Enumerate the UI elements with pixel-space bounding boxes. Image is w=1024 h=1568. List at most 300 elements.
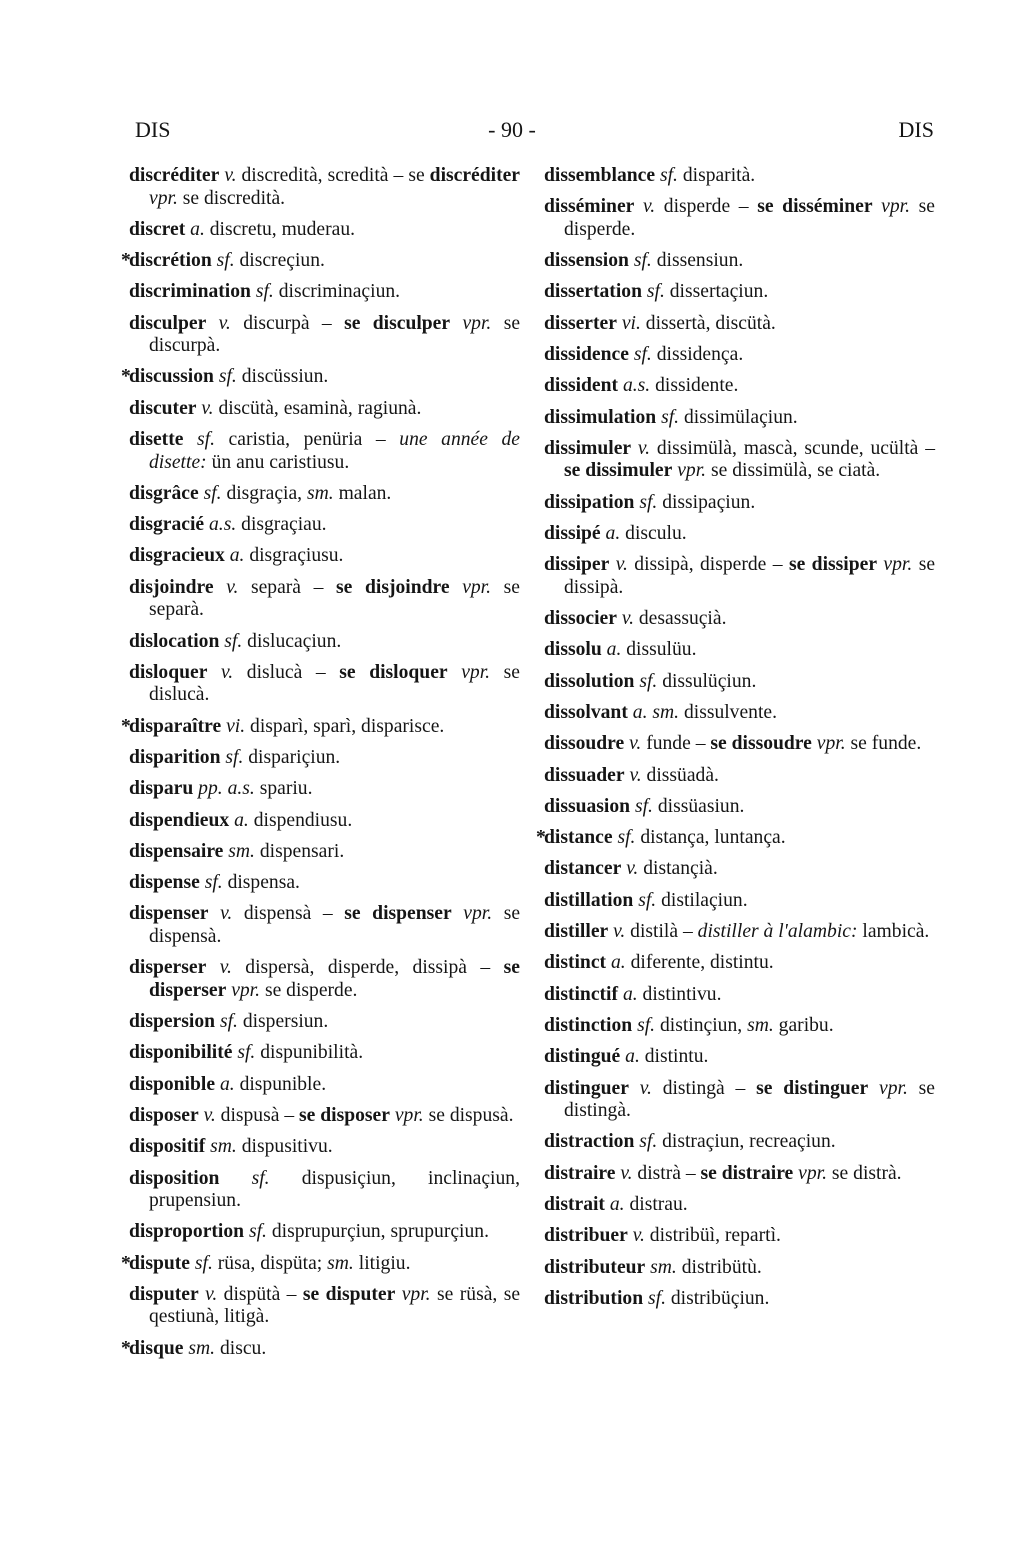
asterisk-marker: * xyxy=(121,366,131,388)
definition: dispariçiun. xyxy=(248,746,341,768)
definition: distingà – xyxy=(662,1077,757,1099)
headword: disque xyxy=(129,1337,184,1359)
headword: disponible xyxy=(129,1073,216,1095)
headword: disponibilité xyxy=(129,1042,233,1064)
part-of-speech: a. sm. xyxy=(632,701,680,723)
headword: discussion xyxy=(129,366,214,388)
part-of-speech: sf. xyxy=(633,343,652,365)
definition: disgraçia, xyxy=(226,482,307,504)
headword: disposer xyxy=(129,1104,199,1126)
dictionary-entry xyxy=(544,491,935,515)
headword: distinction xyxy=(544,1014,633,1036)
dictionary-entry xyxy=(129,746,520,770)
definition: disparì, sparì, disparisce. xyxy=(250,715,445,737)
headword: distinguer xyxy=(544,1077,629,1099)
headword: distraction xyxy=(544,1131,635,1153)
headword: dislocation xyxy=(129,630,220,652)
definition: se dissimülà, se ciatà. xyxy=(710,460,881,482)
headword: distiller xyxy=(544,921,609,943)
right-column xyxy=(536,165,936,1319)
headword: dispenser xyxy=(129,903,209,925)
dictionary-entry xyxy=(121,1252,520,1276)
definition: dispusà – xyxy=(220,1104,300,1126)
headword: dissemblance xyxy=(544,165,656,186)
part-of-speech: a. xyxy=(625,1046,640,1068)
part-of-speech: vpr. xyxy=(401,1283,431,1305)
definition: dissipaçiun. xyxy=(662,491,756,513)
definition: se discredità. xyxy=(182,187,286,209)
part-of-speech: v. xyxy=(219,957,232,979)
headword: disette xyxy=(129,429,184,451)
part-of-speech: sf. xyxy=(197,429,215,451)
definition: dissertaçiun. xyxy=(669,281,769,303)
definition: disprupurçiun, sprupurçiun. xyxy=(271,1221,489,1243)
definition: distançià. xyxy=(643,858,718,880)
headword: distribuer xyxy=(544,1225,628,1247)
definition: dispusitivu. xyxy=(241,1136,333,1158)
dictionary-entry xyxy=(129,778,520,801)
part-of-speech: sf. xyxy=(237,1042,256,1064)
dictionary-entry xyxy=(544,670,935,694)
definition: discredità, scredità – se xyxy=(241,165,430,186)
definition: se distingà. xyxy=(564,1077,935,1122)
headword: disgrâce xyxy=(129,482,199,504)
part-of-speech: a. xyxy=(234,809,249,831)
definition: malan. xyxy=(338,482,392,504)
part-of-speech: sm. xyxy=(327,1252,354,1274)
reflexive-headword: se distraire xyxy=(700,1162,794,1184)
dictionary-entry xyxy=(121,250,520,273)
definition: distinçiun, xyxy=(659,1014,748,1036)
reflexive-headword: se disperser xyxy=(149,957,520,1001)
part-of-speech: vpr. xyxy=(462,312,492,334)
definition: dissensiun. xyxy=(656,250,744,272)
definition: discütà, esaminà, ragiunà. xyxy=(218,397,422,419)
definition: disperde – xyxy=(663,196,758,218)
headword: dissoudre xyxy=(544,733,625,755)
headword: distancer xyxy=(544,858,622,880)
dictionary-entry xyxy=(544,1046,935,1069)
headword: distillation xyxy=(544,889,634,911)
headword: dissident xyxy=(544,375,619,397)
dictionary-entry xyxy=(129,1167,520,1213)
part-of-speech: v. xyxy=(218,312,231,334)
dictionary-entry xyxy=(544,1287,935,1311)
dictionary-entry xyxy=(544,1225,935,1248)
definition: disparità. xyxy=(682,165,756,186)
dictionary-entry xyxy=(544,522,935,546)
part-of-speech: vpr. xyxy=(677,460,707,482)
definition: se separà. xyxy=(149,576,520,621)
dictionary-entry xyxy=(544,1131,935,1154)
headword: distrait xyxy=(544,1193,605,1215)
reflexive-headword: se disloquer xyxy=(339,661,448,683)
headword: discrimination xyxy=(129,281,251,303)
headword: disproportion xyxy=(129,1221,245,1243)
part-of-speech: sm. xyxy=(650,1256,677,1278)
headword: dispositif xyxy=(129,1136,206,1158)
part-of-speech: sf. xyxy=(648,1287,666,1309)
part-of-speech: vpr. xyxy=(816,733,846,755)
headword: disparaître xyxy=(129,715,222,737)
definition: discretu, muderau. xyxy=(209,218,356,240)
headword: distinctif xyxy=(544,983,619,1005)
dictionary-entry xyxy=(129,957,520,1002)
dictionary-entry xyxy=(544,889,935,913)
definition: disgraçiau. xyxy=(241,514,327,536)
part-of-speech: vpr. xyxy=(879,1077,908,1099)
definition: se dispensà. xyxy=(149,903,521,947)
definition: se disperde. xyxy=(264,979,358,1001)
reflexive-headword: se dispenser xyxy=(344,903,452,925)
headword: disculper xyxy=(129,312,207,334)
headword: distribution xyxy=(544,1287,644,1309)
headword: distributeur xyxy=(544,1256,646,1278)
definition: dissulüu. xyxy=(626,639,697,661)
dictionary-entry xyxy=(544,343,935,367)
dictionary-entry xyxy=(544,921,935,944)
headword: disloquer xyxy=(129,661,208,683)
headword: dissertation xyxy=(544,281,642,303)
definition: se distrà. xyxy=(831,1162,902,1184)
reflexive-headword: se dissoudre xyxy=(710,733,812,755)
dictionary-entry xyxy=(544,406,935,430)
dictionary-entry xyxy=(121,1337,520,1361)
headword: dissolution xyxy=(544,670,635,692)
definition: dissipà, disperde – xyxy=(634,554,789,576)
part-of-speech: sf. xyxy=(646,281,665,303)
headword: dispendieux xyxy=(129,809,230,831)
part-of-speech: v. xyxy=(201,397,214,419)
part-of-speech: sf. xyxy=(639,670,658,692)
reflexive-headword: se disputer xyxy=(302,1283,396,1305)
headword: discrétion xyxy=(129,250,212,272)
part-of-speech: v. xyxy=(224,165,237,186)
dictionary-entry xyxy=(544,764,935,788)
part-of-speech: v. xyxy=(615,554,628,576)
part-of-speech: a. xyxy=(219,1073,235,1095)
headword: disgracié xyxy=(129,514,205,536)
definition: discreçiun. xyxy=(239,250,325,272)
definition: litigiu. xyxy=(358,1252,411,1274)
headword: dissuader xyxy=(544,764,625,786)
part-of-speech: sf. xyxy=(639,491,658,513)
headword: dispense xyxy=(129,872,200,894)
dictionary-entry xyxy=(129,1073,520,1097)
part-of-speech: v. xyxy=(205,1283,218,1305)
definition: discu. xyxy=(219,1337,267,1359)
left-column xyxy=(121,165,521,1369)
part-of-speech: sf. xyxy=(251,1167,270,1189)
definition: dispersà, disperde, dissipà – xyxy=(245,957,504,979)
reflexive-headword: se disposer xyxy=(299,1104,390,1126)
definition: desassuçià. xyxy=(638,608,727,630)
part-of-speech: a.s. xyxy=(209,514,237,536)
part-of-speech: vpr. xyxy=(231,979,261,1001)
part-of-speech: a. xyxy=(622,983,638,1005)
definition: dispendiusu. xyxy=(253,809,353,831)
definition: distribütù. xyxy=(681,1256,762,1278)
definition: dissidente. xyxy=(655,375,739,397)
part-of-speech: sf. xyxy=(218,366,237,388)
headword: dissipé xyxy=(544,522,601,544)
dictionary-entry xyxy=(544,733,935,756)
definition: caristia, penüria – xyxy=(228,429,400,451)
headword: dissimuler xyxy=(544,437,632,459)
definition: dispunible. xyxy=(239,1073,327,1095)
definition: distilà – xyxy=(630,921,698,943)
definition: disgraçiusu. xyxy=(249,545,344,567)
dictionary-entry xyxy=(544,554,936,599)
headword: dispensaire xyxy=(129,840,224,862)
definition: distintivu. xyxy=(642,983,722,1005)
part-of-speech: v. xyxy=(613,921,626,943)
definition: dispütà – xyxy=(223,1283,303,1305)
dictionary-entry xyxy=(544,196,935,241)
definition: dissidença. xyxy=(656,343,744,365)
definition: se disperde. xyxy=(564,196,935,240)
definition: dispusiçiun, inclinaçiun, prupensiun. xyxy=(149,1167,520,1212)
part-of-speech: v. xyxy=(642,196,656,218)
part-of-speech: sf. xyxy=(203,482,222,504)
part-of-speech: v. xyxy=(629,764,642,786)
part-of-speech: v. xyxy=(226,576,239,598)
part-of-speech: sf. xyxy=(617,827,636,849)
headword: disjoindre xyxy=(129,576,214,598)
definition: garibu. xyxy=(778,1014,834,1036)
definition: distribüçiun. xyxy=(670,1287,770,1309)
definition: funde – xyxy=(646,733,711,755)
headword: discret xyxy=(129,218,186,240)
headword: dissuasion xyxy=(544,795,631,817)
headword: disputer xyxy=(129,1283,199,1305)
definition: distraçiun, recreaçiun. xyxy=(662,1131,836,1153)
dictionary-entry xyxy=(544,701,935,725)
part-of-speech: vpr. xyxy=(883,554,913,576)
definition: se dispusà. xyxy=(428,1104,514,1126)
definition: distilaçiun. xyxy=(661,889,748,911)
dictionary-entry xyxy=(129,1011,520,1034)
part-of-speech: v. xyxy=(221,661,234,683)
dictionary-entry xyxy=(129,545,520,568)
part-of-speech: vi. xyxy=(226,715,246,737)
dictionary-entry xyxy=(544,983,935,1007)
definition: dissimülà, mascà, scunde, ucültà – xyxy=(656,437,935,459)
dictionary-entry xyxy=(129,312,521,358)
dictionary-entry xyxy=(129,809,520,833)
running-header-right: DIS xyxy=(898,117,934,142)
part-of-speech: vpr. xyxy=(798,1162,828,1184)
definition: dissulüçiun. xyxy=(662,670,757,692)
part-of-speech: sf. xyxy=(216,250,235,272)
part-of-speech: vpr. xyxy=(149,187,178,209)
dictionary-entry xyxy=(129,840,520,864)
dictionary-entry xyxy=(129,1136,520,1159)
headword: discuter xyxy=(129,397,197,419)
headword: dissidence xyxy=(544,343,629,365)
definition: dissulvente. xyxy=(683,701,778,723)
dictionary-entry xyxy=(536,827,935,850)
dictionary-entry xyxy=(129,903,521,948)
definition: spariu. xyxy=(259,778,313,800)
definition: dispensa. xyxy=(227,872,300,894)
dictionary-entry xyxy=(544,1077,935,1123)
definition: se dissipà. xyxy=(564,554,936,598)
part-of-speech: a. xyxy=(609,1193,625,1215)
part-of-speech: vpr. xyxy=(881,196,911,218)
page-number: - 90 - xyxy=(488,117,536,142)
part-of-speech: a. xyxy=(610,952,626,974)
definition: distrà – xyxy=(637,1162,701,1184)
part-of-speech: sf. xyxy=(659,165,678,186)
part-of-speech: v. xyxy=(621,608,634,630)
dictionary-entry xyxy=(544,858,935,881)
definition: dislucaçiun. xyxy=(247,630,342,652)
definition: distrau. xyxy=(629,1193,688,1215)
part-of-speech: v. xyxy=(626,858,639,880)
definition: dissüasiun. xyxy=(657,795,745,817)
definition: distribüì, repartì. xyxy=(649,1225,781,1247)
reflexive-headword: se disséminer xyxy=(757,196,873,218)
definition: discriminaçiun. xyxy=(278,281,401,303)
definition: dissertà, discütà. xyxy=(645,312,776,334)
part-of-speech: sf. xyxy=(219,1011,238,1033)
part-of-speech: sf. xyxy=(248,1221,267,1243)
definition: discüssiun. xyxy=(241,366,329,388)
part-of-speech: vpr. xyxy=(463,903,493,925)
dictionary-entry xyxy=(544,952,935,975)
dictionary-entry xyxy=(544,639,935,662)
part-of-speech: a.s. xyxy=(622,375,651,397)
dictionary-entry xyxy=(544,250,935,273)
part-of-speech: vpr. xyxy=(394,1104,424,1126)
definition: se rüsà, se qestiunà, litigà. xyxy=(149,1283,521,1328)
part-of-speech: v. xyxy=(632,1225,645,1247)
headword: dispute xyxy=(129,1252,190,1274)
definition: dispensari. xyxy=(259,840,345,862)
part-of-speech: sm. xyxy=(210,1136,237,1158)
part-of-speech: sf. xyxy=(204,872,223,894)
dictionary-entry xyxy=(129,397,520,421)
definition: disculu. xyxy=(625,522,687,544)
part-of-speech: a. xyxy=(605,522,621,544)
dictionary-entry xyxy=(544,375,935,398)
definition: dispunibilità. xyxy=(260,1042,364,1064)
asterisk-marker: * xyxy=(121,715,131,737)
part-of-speech: sf. xyxy=(661,406,680,428)
definition: dissimülaçiun. xyxy=(683,406,798,428)
part-of-speech: sm. xyxy=(228,840,255,862)
part-of-speech: sm. xyxy=(747,1014,774,1036)
part-of-speech: vpr. xyxy=(461,661,491,683)
headword: dissolu xyxy=(544,639,602,661)
definition: dispensà – xyxy=(243,903,345,925)
definition: distintu. xyxy=(644,1046,709,1068)
part-of-speech: v. xyxy=(203,1104,216,1126)
definition: se funde. xyxy=(850,733,922,755)
headword: disséminer xyxy=(544,196,635,218)
headword: disgracieux xyxy=(129,545,225,567)
definition: rüsa, dispüta; xyxy=(217,1252,328,1274)
headword: discréditer xyxy=(129,165,220,186)
dictionary-entry xyxy=(544,165,935,188)
headword: distance xyxy=(544,827,613,849)
dictionary-entry xyxy=(544,437,935,483)
headword: distingué xyxy=(544,1046,621,1068)
definition: ün anu caristiusu. xyxy=(211,451,350,473)
asterisk-marker: * xyxy=(121,1252,131,1274)
dictionary-entry xyxy=(129,576,520,622)
part-of-speech: sf. xyxy=(638,889,657,911)
dictionary-entry xyxy=(121,715,520,739)
part-of-speech: pp. a.s. xyxy=(198,778,255,800)
headword: distinct xyxy=(544,952,607,974)
headword: dissocier xyxy=(544,608,617,630)
dictionary-entry xyxy=(129,514,520,537)
dictionary-entry xyxy=(129,630,520,654)
headword: disperser xyxy=(129,957,207,979)
dictionary-entry xyxy=(129,429,520,474)
dictionary-entry xyxy=(129,165,520,210)
part-of-speech: a. xyxy=(606,639,622,661)
definition: dislucà – xyxy=(246,661,340,683)
headword: dispersion xyxy=(129,1011,216,1033)
headword: disposition xyxy=(129,1167,220,1189)
definition: diferente, distintu. xyxy=(630,952,774,974)
part-of-speech: sf. xyxy=(634,795,653,817)
headword: dissimulation xyxy=(544,406,657,428)
part-of-speech: sf. xyxy=(637,1014,656,1036)
headword: disparition xyxy=(129,746,221,768)
part-of-speech: v. xyxy=(629,733,642,755)
part-of-speech: a. xyxy=(229,545,245,567)
dictionary-entry xyxy=(544,281,935,304)
part-of-speech: sm. xyxy=(188,1337,216,1359)
definition: se dislucà. xyxy=(149,661,520,706)
dictionary-entry xyxy=(129,1221,520,1244)
dictionary-entry xyxy=(129,218,520,242)
dictionary-entry xyxy=(544,1162,935,1186)
headword: distraire xyxy=(544,1162,616,1184)
headword: dissiper xyxy=(544,554,610,576)
asterisk-marker: * xyxy=(121,1337,131,1359)
asterisk-marker: * xyxy=(536,827,546,849)
dictionary-entry xyxy=(544,1014,935,1038)
dictionary-entry xyxy=(129,482,520,506)
headword: dissolvant xyxy=(544,701,628,723)
dictionary-entry xyxy=(129,281,520,304)
definition: dissüadà. xyxy=(646,764,719,786)
dictionary-entry xyxy=(544,795,935,819)
definition: discurpà – xyxy=(243,312,345,334)
part-of-speech: a. xyxy=(190,218,205,240)
part-of-speech: vpr. xyxy=(462,576,492,598)
dictionary-entry xyxy=(544,312,935,336)
definition: lambicà. xyxy=(862,921,930,943)
reflexive-headword: se dissiper xyxy=(788,554,878,576)
headword: disparu xyxy=(129,778,194,800)
reflexive-headword: se disculper xyxy=(344,312,451,334)
definition: se discurpà. xyxy=(149,312,521,357)
reflexive-headword: se disjoindre xyxy=(336,576,450,598)
dictionary-entry xyxy=(544,608,935,631)
definition: dispersiun. xyxy=(242,1011,329,1033)
part-of-speech: v. xyxy=(637,437,651,459)
definition: distança, luntança. xyxy=(640,827,786,849)
part-of-speech: sf. xyxy=(639,1131,658,1153)
dictionary-entry xyxy=(129,1042,520,1065)
dictionary-entry xyxy=(129,1104,520,1128)
